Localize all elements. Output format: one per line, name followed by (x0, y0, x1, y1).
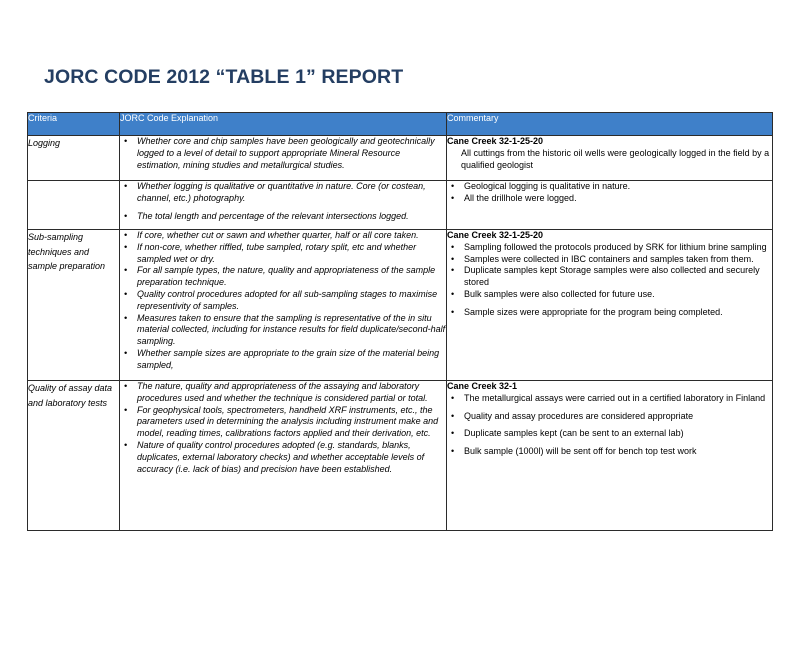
commentary-text: All cuttings from the historic oil wells were geologically logged in the field by a qualified geologist (461, 147, 770, 170)
explanation-cell (120, 181, 447, 230)
criteria-cell-empty (28, 181, 120, 230)
report-title: JORC CODE 2012 “TABLE 1” REPORT (44, 66, 404, 88)
header-criteria: Criteria (28, 113, 120, 136)
table-row-logging-cont (28, 181, 773, 230)
table-row-logging (28, 136, 773, 181)
explanation-item: • The total length and percentage of the relevant intersections logged. (120, 211, 446, 223)
criteria-cell: Sub-sampling techniques and sample preparation (28, 230, 120, 381)
commentary-item: • Duplicate samples kept Storage samples were also collected and securely stored (447, 265, 772, 289)
commentary-item: • Bulk sample (1000l) will be sent off for bench top test work (447, 446, 772, 458)
criteria-cell: Logging (28, 136, 120, 181)
explanation-item: • The nature, quality and appropriateness of the assaying and laboratory procedures used and whether the technique is considered partial or total. (120, 381, 446, 405)
explanation-cell (120, 230, 447, 381)
explanation-cell (120, 136, 447, 181)
commentary-item: • Geological logging is qualitative in nature. (447, 181, 772, 193)
commentary-cell (447, 381, 773, 531)
explanation-cell (120, 381, 447, 531)
commentary-item: • Sampling followed the protocols produced by SRK for lithium brine sampling (447, 242, 772, 254)
commentary-item: • Sample sizes were appropriate for the program being completed. (447, 307, 772, 319)
header-commentary: Commentary (447, 113, 773, 136)
commentary-cell (447, 230, 773, 381)
commentary-cell (447, 136, 773, 181)
explanation-item: • Measures taken to ensure that the sampling is representative of the in situ material collected, including for instance results for field duplicate/second-half sampling. (120, 313, 446, 348)
table-header-row (28, 113, 773, 136)
explanation-item: • Whether logging is qualitative or quantitative in nature. Core (or costean, channel, etc.) photography. (120, 181, 446, 205)
explanation-item: • For all sample types, the nature, quality and appropriateness of the sample preparation technique. (120, 265, 446, 289)
commentary-item: • Quality and assay procedures are considered appropriate (447, 411, 772, 423)
commentary-heading: Cane Creek 32-1-25-20 (447, 136, 544, 146)
commentary-cell (447, 181, 773, 230)
commentary-item: • Samples were collected in IBC containers and samples taken from them. (447, 254, 772, 266)
header-explanation: JORC Code Explanation (120, 113, 447, 136)
commentary-item: • All the drillhole were logged. (447, 193, 772, 205)
commentary-item: • The metallurgical assays were carried out in a certified laboratory in Finland (447, 393, 772, 405)
jorc-table (27, 112, 773, 531)
commentary-item: • Duplicate samples kept (can be sent to an external lab) (447, 428, 772, 440)
commentary-heading: Cane Creek 32-1 (447, 381, 518, 391)
criteria-cell: Quality of assay data and laboratory tests (28, 381, 120, 531)
explanation-item: • Whether core and chip samples have been geologically and geotechnically logged to a level of detail to support appropriate Mineral Resource estimation, mining studies and metallurgical studies. (120, 136, 446, 171)
table-row-quality-assay (28, 381, 773, 531)
explanation-item: • If non-core, whether riffled, tube sampled, rotary split, etc and whether sampled wet or dry. (120, 242, 446, 266)
commentary-item: • Bulk samples were also collected for future use. (447, 289, 772, 301)
explanation-item: • Nature of quality control procedures adopted (e.g. standards, blanks, duplicates, external laboratory checks) and whether acceptable levels of accuracy (i.e. lack of bias) and precision have been established. (120, 440, 446, 475)
explanation-item: • For geophysical tools, spectrometers, handheld XRF instruments, etc., the parameters used in determining the analysis including instrument make and model, reading times, calibrations factors applied and their derivation, etc. (120, 405, 446, 440)
explanation-item: • If core, whether cut or sawn and whether quarter, half or all core taken. (120, 230, 446, 242)
explanation-item: • Quality control procedures adopted for all sub-sampling stages to maximise representivity of samples. (120, 289, 446, 313)
explanation-item: • Whether sample sizes are appropriate to the grain size of the material being sampled, (120, 348, 446, 372)
commentary-heading: Cane Creek 32-1-25-20 (447, 230, 544, 240)
table-row-sub-sampling (28, 230, 773, 381)
